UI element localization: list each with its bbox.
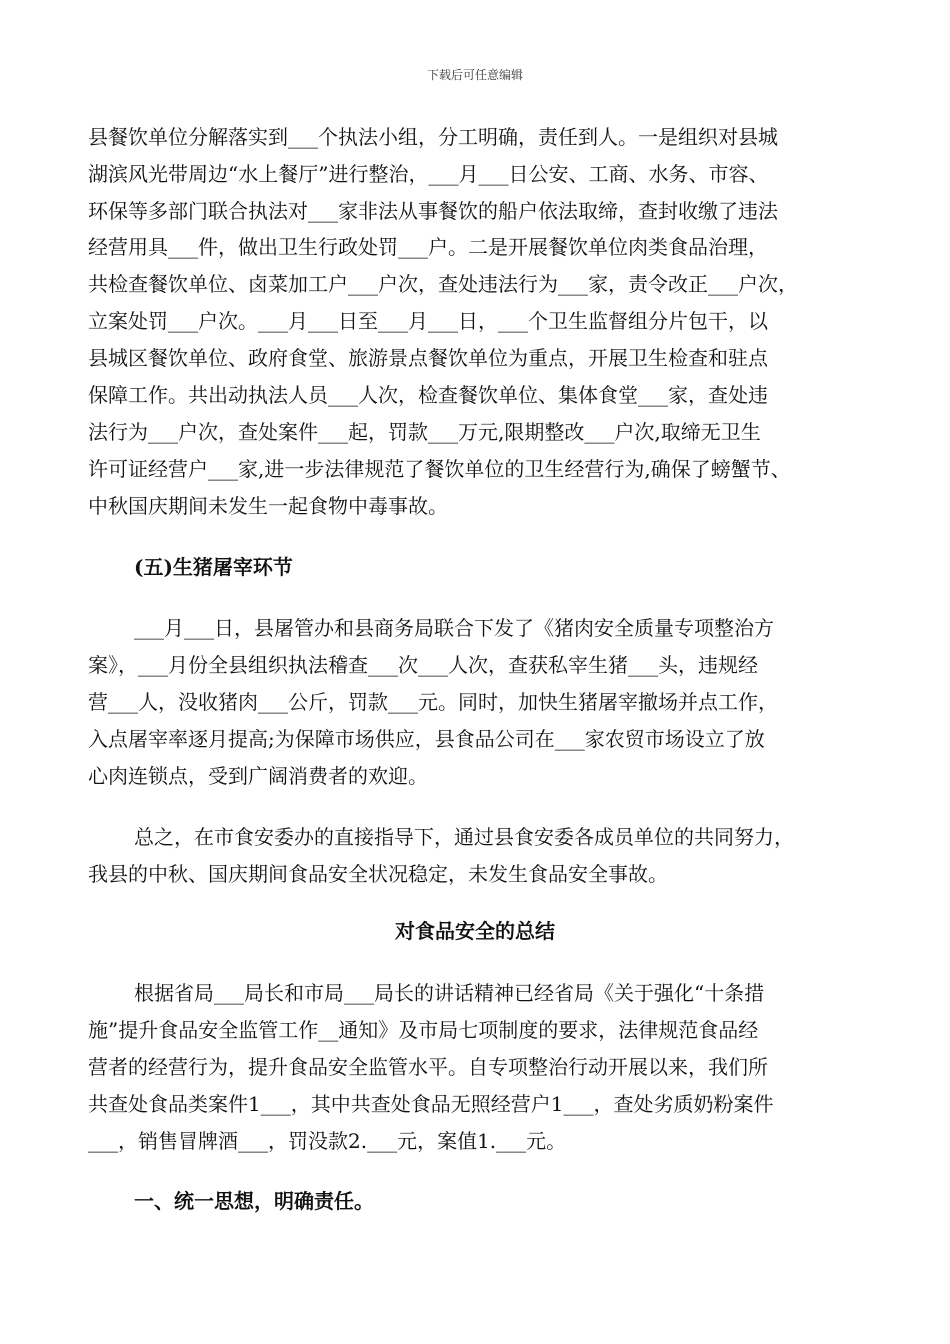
paragraph-line: 县城区餐饮单位、政府食堂、旅游景点餐饮单位为重点，开展卫生检查和驻点 [88,346,768,370]
paragraph-line: 许可证经营户___家,进一步法律规范了餐饮单位的卫生经营行为,确保了螃蟹节、 [88,457,791,481]
paragraph-line: 入点屠宰率逐月提高;为保障市场供应，县食品公司在___家农贸市场设立了放 [88,727,765,751]
paragraph-line: 保障工作。共出动执法人员___人次，检查餐饮单位、集体食堂___家，查处违 [88,383,768,407]
paragraph-line: 县餐饮单位分解落实到___个执法小组，分工明确，责任到人。一是组织对县城 [88,125,778,149]
paragraph-line: 案》，___月份全县组织执法稽查___次___人次，查获私宰生猪___头，违规经 [88,653,758,677]
page-header: 下载后可任意编辑 [426,68,523,82]
article-title: 对食品安全的总结 [395,919,555,943]
paragraph-line: 营者的经营行为，提升食品安全监管水平。自专项整治行动开展以来，我们所 [88,1055,768,1079]
paragraph-line: 法行为___户次，查处案件___起，罚款___万元,限期整改___户次,取缔无卫生 [88,420,761,444]
paragraph-line: 总之，在市食安委办的直接指导下，通过县食安委各成员单位的共同努力， [134,825,794,849]
paragraph-line: 共查处食品类案件1___，其中共查处食品无照经营户1___，查处劣质奶粉案件 [88,1092,774,1116]
paragraph-line: 根据省局___局长和市局___局长的讲话精神已经省局《关于强化“十条措 [134,981,765,1005]
paragraph-line: 立案处罚___户次。___月___日至___月___日，___个卫生监督组分片包干，以 [88,309,768,333]
paragraph-line: 心肉连锁点，受到广阔消费者的欢迎。 [88,764,428,788]
paragraph-line: 中秋国庆期间未发生一起食物中毒事故。 [88,494,448,518]
paragraph-line: 环保等多部门联合执法对___家非法从事餐饮的船户依法取缔，查封收缴了违法 [88,199,778,223]
section-heading: 一、统一思想，明确责任。 [134,1189,374,1213]
section-heading: (五)生猪屠宰环节 [134,555,293,579]
paragraph-line: 湖滨风光带周边“水上餐厅”进行整治，___月___日公安、工商、水务、市容、 [88,162,769,186]
paragraph-line: 施”提升食品安全监管工作__通知》及市局七项制度的要求，法律规范食品经 [88,1018,759,1042]
paragraph-line: ___月___日，县屠管办和县商务局联合下发了《猪肉安全质量专项整治方 [134,616,774,640]
paragraph-line: 经营用具___件，做出卫生行政处罚___户。二是开展餐饮单位肉类食品治理， [88,235,768,259]
paragraph-line: 共检查餐饮单位、卤菜加工户___户次，查处违法行为___家，责令改正___户次， [88,272,798,296]
paragraph-line: ___，销售冒牌酒___，罚没款2.___元，案值1.___元。 [88,1129,567,1153]
paragraph-line: 我县的中秋、国庆期间食品安全状况稳定，未发生食品安全事故。 [88,862,668,886]
paragraph-line: 营___人，没收猪肉___公斤，罚款___元。同时，加快生猪屠宰撤场并点工作， [88,690,778,714]
